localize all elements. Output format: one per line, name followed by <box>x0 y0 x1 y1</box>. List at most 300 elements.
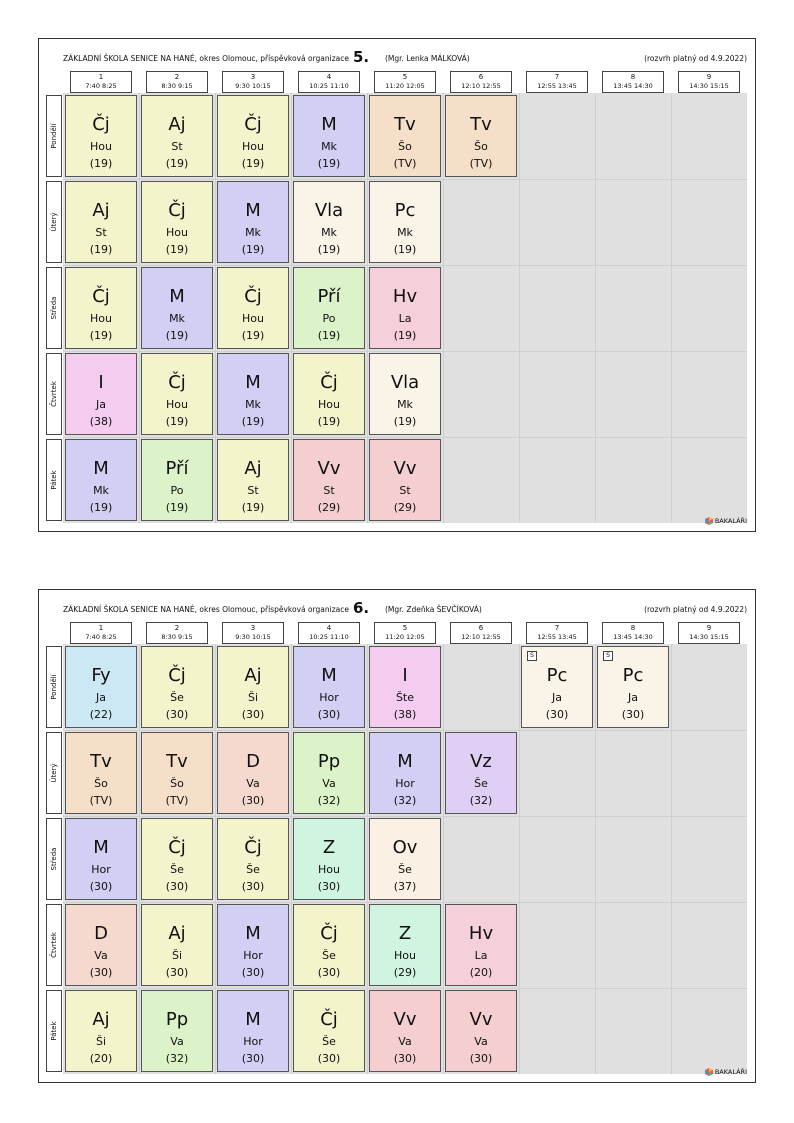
lesson-cell[interactable] <box>445 95 517 177</box>
lesson-cell[interactable] <box>65 904 137 986</box>
teacher-abbr: Še <box>322 949 336 962</box>
day-label-text: Středa <box>50 296 58 320</box>
timetable-header <box>63 601 747 617</box>
room-number: (20) <box>89 1052 113 1065</box>
teacher-abbr: Hou <box>318 398 340 411</box>
period-time: 13:45 14:30 <box>613 82 653 90</box>
lesson-cell[interactable] <box>141 439 213 521</box>
teacher-abbr: Ja <box>628 691 638 704</box>
period-time: 12:10 12:55 <box>461 82 501 90</box>
day-label <box>46 267 62 349</box>
subject-abbr: Pří <box>165 458 189 479</box>
period-time: 10:25 11:10 <box>309 633 349 641</box>
bakalari-logo-text: BAKALÁŘI <box>714 1068 747 1076</box>
subject-abbr: Aj <box>92 1009 110 1030</box>
period-header <box>374 622 436 644</box>
class-teacher: (Mgr. Zdeňka ŠEVČÍKOVÁ) <box>385 605 482 614</box>
subject-abbr: Tv <box>90 751 112 772</box>
room-number: (19) <box>317 415 341 428</box>
room-number: (19) <box>165 415 189 428</box>
room-number: (29) <box>393 501 417 514</box>
day-label <box>46 439 62 521</box>
grid-line-horizontal <box>63 179 747 180</box>
room-number: (20) <box>469 966 493 979</box>
subject-abbr: Ov <box>392 837 418 858</box>
grid-line-vertical <box>671 644 672 1074</box>
subject-abbr: D <box>94 923 108 944</box>
subject-abbr: M <box>321 114 337 135</box>
room-number: (30) <box>89 966 113 979</box>
subject-abbr: M <box>245 1009 261 1030</box>
lesson-cell[interactable] <box>369 646 441 728</box>
teacher-abbr: Po <box>170 484 184 497</box>
subject-abbr: M <box>245 372 261 393</box>
lesson-cell[interactable] <box>141 732 213 814</box>
teacher-abbr: Mk <box>397 398 413 411</box>
lesson-cell[interactable] <box>141 353 213 435</box>
period-header <box>450 71 512 93</box>
teacher-abbr: St <box>95 226 107 239</box>
lesson-cell[interactable] <box>141 990 213 1072</box>
room-number: (22) <box>89 708 113 721</box>
lesson-cell[interactable] <box>445 990 517 1072</box>
teacher-abbr: Mk <box>93 484 109 497</box>
lesson-cell[interactable] <box>293 646 365 728</box>
teacher-abbr: Hor <box>243 1035 263 1048</box>
period-time: 7:40 8:25 <box>85 82 117 90</box>
room-number: (30) <box>317 1052 341 1065</box>
period-header <box>146 622 208 644</box>
period-header <box>298 71 360 93</box>
subject-abbr: Čj <box>244 837 262 858</box>
teacher-abbr: Mk <box>397 226 413 239</box>
teacher-abbr: Hou <box>90 312 112 325</box>
room-number: (30) <box>469 1052 493 1065</box>
timetable-class-5 <box>38 38 756 532</box>
lesson-cell[interactable] <box>65 181 137 263</box>
grid-line-vertical <box>215 93 216 523</box>
period-time: 9:30 10:15 <box>235 633 271 641</box>
room-number: (29) <box>393 966 417 979</box>
teacher-abbr: St <box>323 484 335 497</box>
split-group-flag: S <box>603 651 613 661</box>
room-number: (19) <box>165 501 189 514</box>
room-number: (29) <box>317 501 341 514</box>
lesson-cell[interactable] <box>217 904 289 986</box>
period-number: 5 <box>402 73 408 81</box>
grid-line-vertical <box>367 644 368 1074</box>
period-time: 11:20 12:05 <box>385 82 425 90</box>
subject-abbr: Aj <box>92 200 110 221</box>
lesson-cell[interactable] <box>293 439 365 521</box>
subject-abbr: D <box>246 751 260 772</box>
grid-line-vertical <box>443 644 444 1074</box>
subject-abbr: Vz <box>470 751 492 772</box>
subject-abbr: Hv <box>468 923 494 944</box>
lesson-cell[interactable] <box>141 267 213 349</box>
subject-abbr: M <box>321 665 337 686</box>
teacher-abbr: Hou <box>394 949 416 962</box>
lesson-cell[interactable] <box>65 646 137 728</box>
lesson-cell[interactable] <box>369 95 441 177</box>
lesson-cell[interactable] <box>445 904 517 986</box>
teacher-abbr: La <box>398 312 412 325</box>
lesson-cell[interactable] <box>369 818 441 900</box>
period-header <box>70 71 132 93</box>
teacher-abbr: Va <box>398 1035 412 1048</box>
teacher-abbr: Ši <box>171 949 183 962</box>
period-time: 10:25 11:10 <box>309 82 349 90</box>
teacher-abbr: Ši <box>247 691 259 704</box>
lesson-cell[interactable] <box>217 267 289 349</box>
lesson-cell[interactable] <box>65 439 137 521</box>
subject-abbr: Čj <box>92 114 110 135</box>
teacher-abbr: St <box>247 484 259 497</box>
room-number: (19) <box>241 243 265 256</box>
subject-abbr: Aj <box>244 458 262 479</box>
grid-line-horizontal <box>63 351 747 352</box>
subject-abbr: Čj <box>168 665 186 686</box>
room-number: (TV) <box>469 157 493 170</box>
day-label-text: Středa <box>50 847 58 871</box>
room-number: (19) <box>165 243 189 256</box>
period-header <box>70 622 132 644</box>
room-number: (19) <box>317 329 341 342</box>
subject-abbr: Čj <box>320 923 338 944</box>
room-number: (19) <box>393 329 417 342</box>
period-number: 4 <box>326 624 332 632</box>
teacher-abbr: Ja <box>96 691 106 704</box>
teacher-abbr: Va <box>94 949 108 962</box>
validity-date: (rozvrh platný od 4.9.2022) <box>644 605 747 614</box>
teacher-abbr: Hou <box>90 140 112 153</box>
lesson-cell[interactable] <box>65 95 137 177</box>
class-name: 6. <box>353 599 370 617</box>
grid-line-vertical <box>671 93 672 523</box>
teacher-abbr: Hou <box>166 398 188 411</box>
period-number: 9 <box>706 73 712 81</box>
subject-abbr: M <box>93 458 109 479</box>
period-header <box>602 622 664 644</box>
period-header <box>222 622 284 644</box>
school-name: ZÁKLADNÍ ŠKOLA SENICE NA HANÉ, okres Olomouc, příspěvková organizace <box>63 605 349 614</box>
subject-abbr: Čj <box>92 286 110 307</box>
teacher-abbr: Še <box>398 863 412 876</box>
teacher-abbr: Mk <box>245 226 261 239</box>
subject-abbr: I <box>98 372 104 393</box>
room-number: (TV) <box>89 794 113 807</box>
teacher-abbr: Hou <box>318 863 340 876</box>
validity-date: (rozvrh platný od 4.9.2022) <box>644 54 747 63</box>
lesson-cell[interactable] <box>369 267 441 349</box>
subject-abbr: Čj <box>244 114 262 135</box>
room-number: (32) <box>469 794 493 807</box>
lesson-cell[interactable] <box>445 732 517 814</box>
subject-abbr: Pp <box>165 1009 189 1030</box>
period-number: 7 <box>554 73 560 81</box>
room-number: (19) <box>89 243 113 256</box>
period-header <box>602 71 664 93</box>
teacher-abbr: Ši <box>95 1035 107 1048</box>
room-number: (19) <box>317 157 341 170</box>
subject-abbr: Aj <box>168 114 186 135</box>
subject-abbr: Vla <box>390 372 420 393</box>
day-label-text: Pátek <box>50 470 58 490</box>
day-label <box>46 732 62 814</box>
subject-abbr: Vv <box>317 458 341 479</box>
teacher-abbr: Mk <box>321 140 337 153</box>
teacher-abbr: La <box>474 949 488 962</box>
subject-abbr: Z <box>322 837 336 858</box>
teacher-abbr: Mk <box>245 398 261 411</box>
period-time: 8:30 9:15 <box>161 633 193 641</box>
teacher-abbr: Še <box>474 777 488 790</box>
lesson-cell[interactable] <box>141 646 213 728</box>
period-number: 1 <box>98 624 104 632</box>
lesson-cell[interactable] <box>293 181 365 263</box>
room-number: (19) <box>241 501 265 514</box>
period-header <box>146 71 208 93</box>
grid-line-vertical <box>215 644 216 1074</box>
split-group-flag: S <box>527 651 537 661</box>
day-label <box>46 646 62 728</box>
room-number: (30) <box>89 880 113 893</box>
subject-abbr: I <box>402 665 408 686</box>
grid-line-vertical <box>367 93 368 523</box>
day-label <box>46 181 62 263</box>
room-number: (30) <box>241 966 265 979</box>
lesson-cell[interactable] <box>293 267 365 349</box>
room-number: (19) <box>241 157 265 170</box>
grid-line-vertical <box>139 93 140 523</box>
grid-line-horizontal <box>63 437 747 438</box>
subject-abbr: Pc <box>546 665 568 686</box>
period-time: 7:40 8:25 <box>85 633 117 641</box>
subject-abbr: Čj <box>168 837 186 858</box>
grid-line-vertical <box>291 93 292 523</box>
bakalari-logo <box>705 517 747 525</box>
lesson-cell[interactable] <box>141 95 213 177</box>
room-number: (37) <box>393 880 417 893</box>
room-number: (19) <box>241 329 265 342</box>
lesson-cell[interactable] <box>597 646 669 728</box>
teacher-abbr: St <box>399 484 411 497</box>
room-number: (30) <box>393 1052 417 1065</box>
lesson-cell[interactable] <box>293 904 365 986</box>
grid-line-horizontal <box>63 816 747 817</box>
teacher-abbr: Šte <box>395 691 415 704</box>
lesson-cell[interactable] <box>293 990 365 1072</box>
subject-abbr: M <box>245 923 261 944</box>
lesson-cell[interactable] <box>369 353 441 435</box>
grid-line-horizontal <box>63 265 747 266</box>
subject-abbr: Tv <box>394 114 416 135</box>
day-label <box>46 353 62 435</box>
period-number: 3 <box>250 624 256 632</box>
day-label-text: Pondělí <box>50 674 58 700</box>
teacher-abbr: Hor <box>91 863 111 876</box>
day-label-text: Úterý <box>50 212 58 232</box>
period-time: 8:30 9:15 <box>161 82 193 90</box>
grid-line-horizontal <box>63 902 747 903</box>
period-number: 1 <box>98 73 104 81</box>
teacher-abbr: St <box>171 140 183 153</box>
day-label <box>46 990 62 1072</box>
room-number: (30) <box>165 708 189 721</box>
room-number: (30) <box>241 794 265 807</box>
period-number: 2 <box>174 624 180 632</box>
lesson-cell[interactable] <box>217 181 289 263</box>
period-number: 2 <box>174 73 180 81</box>
subject-abbr: Čj <box>168 372 186 393</box>
room-number: (32) <box>393 794 417 807</box>
bakalari-icon <box>705 1068 713 1076</box>
lesson-cell[interactable] <box>65 990 137 1072</box>
teacher-abbr: Ja <box>96 398 106 411</box>
subject-abbr: Pp <box>317 751 341 772</box>
teacher-abbr: Hor <box>395 777 415 790</box>
teacher-abbr: Šo <box>474 140 488 153</box>
subject-abbr: Pc <box>622 665 644 686</box>
school-name: ZÁKLADNÍ ŠKOLA SENICE NA HANÉ, okres Olomouc, příspěvková organizace <box>63 54 349 63</box>
period-header <box>678 622 740 644</box>
grid-line-vertical <box>519 93 520 523</box>
room-number: (19) <box>89 329 113 342</box>
room-number: (38) <box>89 415 113 428</box>
period-header <box>678 71 740 93</box>
subject-abbr: Čj <box>320 372 338 393</box>
lesson-cell[interactable] <box>217 646 289 728</box>
teacher-abbr: Hou <box>242 140 264 153</box>
teacher-abbr: Še <box>246 863 260 876</box>
room-number: (19) <box>241 415 265 428</box>
period-header <box>374 71 436 93</box>
lesson-cell[interactable] <box>217 818 289 900</box>
day-label-text: Pátek <box>50 1021 58 1041</box>
lesson-cell[interactable] <box>141 818 213 900</box>
lesson-cell[interactable] <box>217 990 289 1072</box>
room-number: (32) <box>165 1052 189 1065</box>
lesson-cell[interactable] <box>65 267 137 349</box>
period-number: 8 <box>630 73 636 81</box>
period-header <box>222 71 284 93</box>
teacher-abbr: Šo <box>94 777 108 790</box>
period-header <box>526 622 588 644</box>
lesson-cell[interactable] <box>217 95 289 177</box>
day-label-text: Úterý <box>50 763 58 783</box>
teacher-abbr: Mk <box>321 226 337 239</box>
day-label <box>46 904 62 986</box>
room-number: (30) <box>241 1052 265 1065</box>
room-number: (38) <box>393 708 417 721</box>
teacher-abbr: Še <box>170 863 184 876</box>
teacher-abbr: Hor <box>319 691 339 704</box>
bakalari-logo-text: BAKALÁŘI <box>714 517 747 525</box>
lesson-cell[interactable] <box>293 95 365 177</box>
period-number: 4 <box>326 73 332 81</box>
lesson-cell[interactable] <box>217 353 289 435</box>
lesson-cell[interactable] <box>293 818 365 900</box>
period-time: 14:30 15:15 <box>689 82 729 90</box>
room-number: (19) <box>89 157 113 170</box>
period-header <box>298 622 360 644</box>
room-number: (19) <box>165 329 189 342</box>
room-number: (30) <box>165 966 189 979</box>
timetable-header <box>63 50 747 66</box>
day-label-text: Čtvrtek <box>50 381 58 407</box>
lesson-cell[interactable] <box>141 904 213 986</box>
period-time: 9:30 10:15 <box>235 82 271 90</box>
room-number: (30) <box>165 880 189 893</box>
lesson-cell[interactable] <box>217 732 289 814</box>
subject-abbr: Pří <box>317 286 341 307</box>
lesson-cell[interactable] <box>65 732 137 814</box>
teacher-abbr: Po <box>322 312 336 325</box>
class-name: 5. <box>353 48 370 66</box>
lesson-cell[interactable] <box>521 646 593 728</box>
room-number: (TV) <box>165 794 189 807</box>
subject-abbr: Hv <box>392 286 418 307</box>
room-number: (32) <box>317 794 341 807</box>
subject-abbr: M <box>397 751 413 772</box>
room-number: (30) <box>317 966 341 979</box>
grid-line-vertical <box>443 93 444 523</box>
teacher-abbr: Šo <box>398 140 412 153</box>
lesson-cell[interactable] <box>369 439 441 521</box>
period-number: 6 <box>478 73 484 81</box>
period-number: 7 <box>554 624 560 632</box>
room-number: (30) <box>621 708 645 721</box>
lesson-cell[interactable] <box>293 353 365 435</box>
subject-abbr: M <box>245 200 261 221</box>
lesson-cell[interactable] <box>369 732 441 814</box>
teacher-abbr: Hou <box>242 312 264 325</box>
subject-abbr: Pc <box>394 200 416 221</box>
period-time: 12:10 12:55 <box>461 633 501 641</box>
period-time: 12:55 13:45 <box>537 82 577 90</box>
lesson-cell[interactable] <box>217 439 289 521</box>
teacher-abbr: Hor <box>243 949 263 962</box>
period-number: 8 <box>630 624 636 632</box>
room-number: (19) <box>89 501 113 514</box>
class-teacher: (Mgr. Lenka MÁLKOVÁ) <box>385 54 470 63</box>
teacher-abbr: Hou <box>166 226 188 239</box>
lesson-cell[interactable] <box>369 990 441 1072</box>
teacher-abbr: Ja <box>552 691 562 704</box>
lesson-cell[interactable] <box>293 732 365 814</box>
teacher-abbr: Va <box>474 1035 488 1048</box>
teacher-abbr: Še <box>170 691 184 704</box>
lesson-cell[interactable] <box>141 181 213 263</box>
day-label <box>46 95 62 177</box>
teacher-abbr: Va <box>170 1035 184 1048</box>
lesson-cell[interactable] <box>65 818 137 900</box>
subject-abbr: Vv <box>469 1009 493 1030</box>
bakalari-logo <box>705 1068 747 1076</box>
grid-line-vertical <box>595 93 596 523</box>
lesson-cell[interactable] <box>369 181 441 263</box>
period-number: 9 <box>706 624 712 632</box>
lesson-cell[interactable] <box>369 904 441 986</box>
room-number: (19) <box>165 157 189 170</box>
bakalari-icon <box>705 517 713 525</box>
teacher-abbr: Mk <box>169 312 185 325</box>
lesson-cell[interactable] <box>65 353 137 435</box>
room-number: (19) <box>317 243 341 256</box>
room-number: (19) <box>393 415 417 428</box>
subject-abbr: M <box>169 286 185 307</box>
subject-abbr: Čj <box>168 200 186 221</box>
